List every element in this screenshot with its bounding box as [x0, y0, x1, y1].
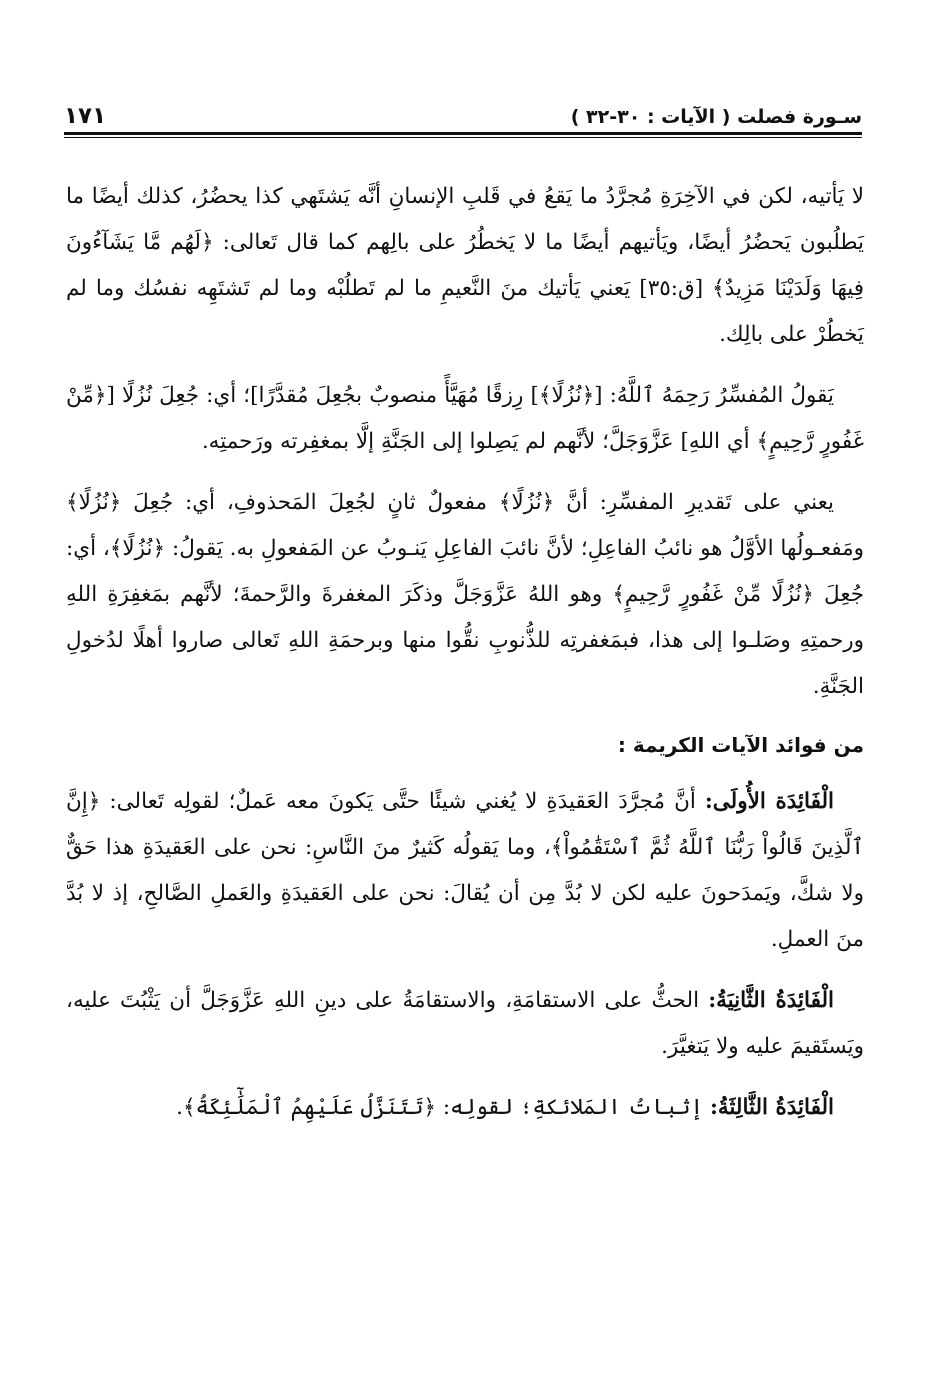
benefit-1-label: الْفَائِدَة الأُولَى:	[704, 789, 834, 814]
header-rule	[64, 132, 862, 135]
page-body	[66, 174, 864, 1146]
benefit-3-label: الْفَائِدَةُ الثَّالِثَةُ:	[709, 1095, 834, 1120]
benefit-1	[66, 779, 864, 963]
header-rule-thin	[64, 137, 862, 138]
benefit-3-text: إثباتُ المَلائكةِ؛ لقولِه: ﴿تَتَنَزَّلُ عَلَيْهِمُ ٱلْمَلَٰٓئِكَةُ﴾.	[176, 1095, 710, 1120]
page-header	[64, 92, 862, 132]
benefit-2-text: الحثُّ على الاستقامَةِ، والاستقامَةُ على دينِ اللهِ عَزَّوَجَلَّ أن يَثْبُتَ عليه، ويَستَقيمَ عليه ولا يَتغيَّرَ.	[66, 988, 864, 1059]
section-heading: من فوائد الآيات الكريمة :	[617, 733, 864, 757]
benefit-2-label: الْفَائِدَةُ الثَّانِيَةُ:	[708, 988, 834, 1013]
benefit-2	[66, 978, 864, 1070]
benefit-1-text: أنَّ مُجرَّدَ العَقيدَةِ لا يُغني شيئًا حتَّى يَكونَ معه عَملٌ؛ لقولِه تَعالى: ﴿إِنَّ ٱلَّذِينَ قَالُواْ رَبُّنَا ٱللَّهُ ثُمَّ ٱسْتَقَٰمُواْ﴾، وما يَقولُه كَثيرٌ منَ النَّاسِ: نحن على العَقيدَةِ هذا حَقٌّ ولا شكَّ، ويَمدَحونَ عليه لكن لا بُدَّ مِن أن يُقالَ: نحن على العَقيدَةِ والعَملِ الصَّالحِ، إذ لا بُدَّ منَ العملِ.	[66, 789, 864, 952]
paragraph-2: يَقولُ المُفسِّرُ رَحِمَهُ ٱللَّهُ: [﴿نُزُلًا﴾] رِزقًا مُهَيَّأً منصوبٌ بجُعِلَ مُقدَّرًا]؛ أي: جُعِلَ نُزُلًا [﴿مِّنْ غَفُورٍ رَّحِيمٍ﴾ أي اللهِ] عَزَّوَجَلَّ؛ لأنَّهم لم يَصِلوا إلى الجَنَّةِ إلَّا بمغفِرته ورَحمتِه.	[66, 383, 864, 454]
page-number: ١٧١	[64, 103, 107, 129]
paragraph-3: يعني على تَقديرِ المفسِّرِ: أنَّ ﴿نُزُلًا﴾ مفعولٌ ثانٍ لجُعِلَ المَحذوفِ، أي: جُعِلَ ﴿نُزُلًا﴾ ومَفعـولُها الأوَّلُ هو نائبُ الفاعِلِ؛ لأنَّ نائبَ الفاعِلِ يَنـوبُ عن المَفعولِ به. يَقولُ: ﴿نُزُلًا﴾، أي: جُعِلَ ﴿نُزُلًا مِّنْ غَفُورٍ رَّحِيمٍ﴾ وهو اللهُ عَزَّوَجَلَّ وذكَرَ المغفرةَ والرَّحمةَ؛ لأنَّهم بمَغفِرَةِ اللهِ ورحمتِهِ وصَلـوا إلى هذا، فبمَغفرتِه للذُّنوبِ نقُّوا منها وبرحمَةِ اللهِ تَعالى صاروا أهلًا لدُخولِ الجَنَّةِ.	[66, 490, 864, 699]
benefit-3	[66, 1085, 864, 1131]
paragraph-1: لا يَأتيه، لكن في الآخِرَةِ مُجرَّدُ ما يَقعُ في قَلبِ الإنسانِ أنَّه يَشتَهي كذا يحضُرُ، كذلك أيضًا ما يَطلُبون يَحضُرُ أيضًا، ويَأتيهم أيضًا ما لا يَخطُرُ على بالِهم كما قال تَعالى: ﴿لَهُم مَّا يَشَآءُونَ فِيهَا وَلَدَيْنَا مَزِيدٌ﴾ [ق:٣٥] يَعني يَأتيك منَ النَّعيمِ ما لم تَطلُبْه وما لم تَشتَهِه نفسُك وما لم يَخطُرْ على بالِك.	[66, 184, 865, 347]
running-title: سـورة فصلت ( الآيات : ٣٠-٣٢ )	[570, 106, 862, 128]
